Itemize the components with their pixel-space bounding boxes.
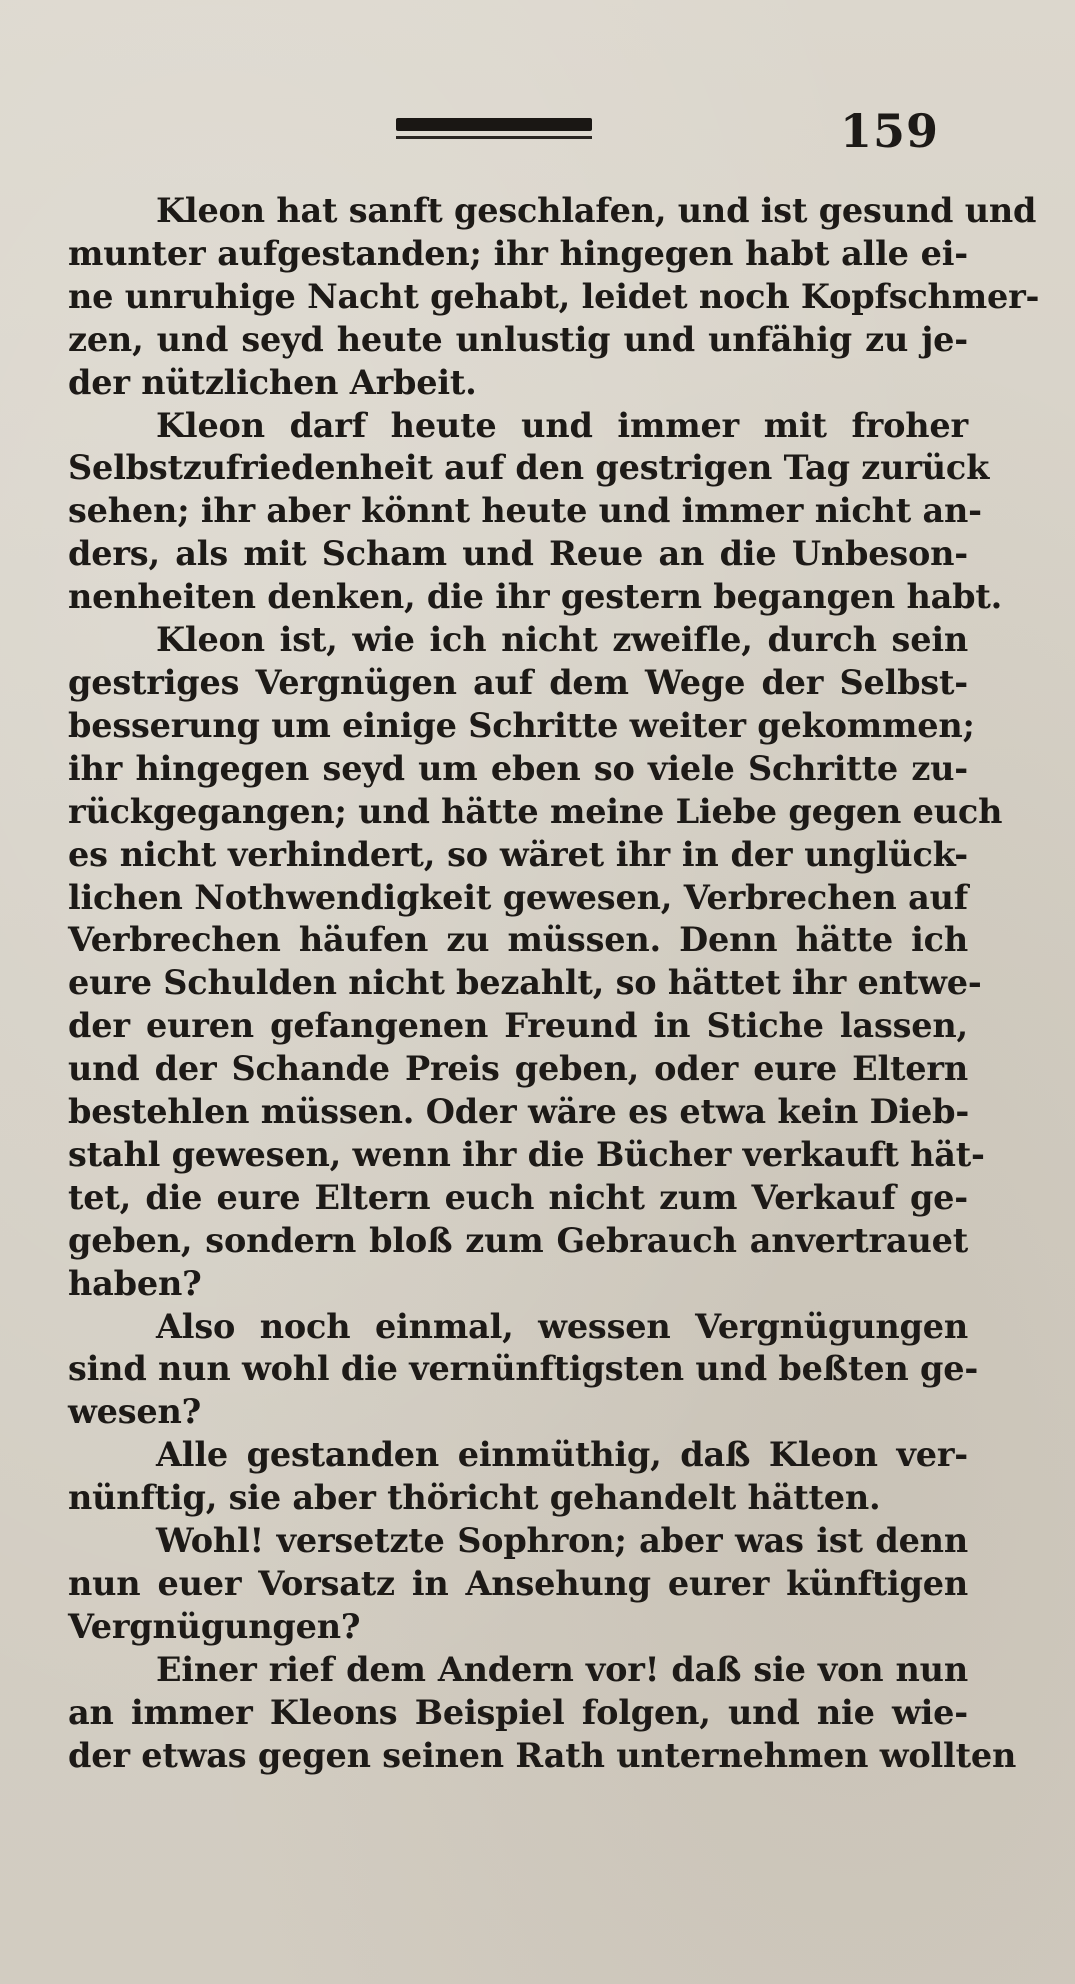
header-ornament-rule (396, 118, 592, 144)
text-line: munter aufgestanden; ihr hingegen habt alle ei- (68, 233, 968, 273)
text-line: sind nun wohl die vernünftigsten und beßten ge- (68, 1349, 979, 1389)
text-line: sehen; ihr aber könnt heute und immer nicht an- (68, 491, 982, 531)
text-line: der etwas gegen seinen Rath unternehmen wollten (68, 1735, 1017, 1775)
text-line: wesen? (68, 1392, 202, 1432)
text-line: tet, die eure Eltern euch nicht zum Verkauf ge- (68, 1177, 968, 1217)
text-line: nenheiten denken, die ihr gestern begangen habt. (68, 577, 1003, 617)
text-line: Kleon hat sanft geschlafen, und ist gesund und (156, 191, 1037, 230)
text-line: Selbstzufriedenheit auf den gestrigen Tag zurück (68, 448, 990, 488)
text-line: es nicht verhindert, so wäret ihr in der unglück- (68, 834, 968, 874)
body-text (68, 190, 1040, 1778)
text-line: eure Schulden nicht bezahlt, so hättet ihr entwe- (68, 963, 982, 1003)
text-line: rückgegangen; und hätte meine Liebe gegen euch (68, 791, 1003, 831)
text-line: geben, sondern bloß zum Gebrauch anvertrauet (68, 1220, 968, 1260)
text-line: lichen Nothwendigkeit gewesen, Verbrechen auf (68, 877, 968, 917)
text-line: und der Schande Preis geben, oder eure Eltern (68, 1049, 968, 1089)
text-line: ders, als mit Scham und Reue an die Unbeson- (68, 534, 968, 574)
text-line: bestehlen müssen. Oder wäre es etwa kein Dieb- (68, 1092, 970, 1132)
text-line: Kleon ist, wie ich nicht zweifle, durch sein (156, 620, 968, 660)
text-line: Vergnügungen? (68, 1606, 361, 1646)
text-line: der nützlichen Arbeit. (68, 362, 477, 402)
header-rule-thin (396, 136, 592, 139)
text-line: der euren gefangenen Freund in Stiche lassen, (68, 1006, 968, 1046)
text-line: an immer Kleons Beispiel folgen, und nie wie- (68, 1692, 968, 1732)
text-line: ne unruhige Nacht gehabt, leidet noch Kopfschmer- (68, 276, 1040, 316)
text-line: nünftig, sie aber thöricht gehandelt hätten. (68, 1478, 881, 1518)
page-number: 159 (840, 104, 940, 158)
text-line: stahl gewesen, wenn ihr die Bücher verkauft hät- (68, 1134, 985, 1174)
text-line: Einer rief dem Andern vor! daß sie von nun (156, 1649, 968, 1689)
text-line: Wohl! versetzte Sophron; aber was ist denn (156, 1521, 968, 1561)
text-line: gestriges Vergnügen auf dem Wege der Selbst- (68, 662, 968, 702)
text-line: Kleon darf heute und immer mit froher (156, 405, 968, 445)
text-line: Alle gestanden einmüthig, daß Kleon ver- (156, 1435, 968, 1475)
text-line: ihr hingegen seyd um eben so viele Schritte zu- (68, 748, 968, 788)
text-line: besserung um einige Schritte weiter gekommen; (68, 705, 975, 745)
text-line: haben? (68, 1263, 202, 1303)
text-line: Also noch einmal, wessen Vergnügungen (156, 1306, 968, 1346)
text-line: zen, und seyd heute unlustig und unfähig zu je- (68, 319, 968, 359)
text-line: Verbrechen häufen zu müssen. Denn hätte ich (68, 920, 968, 960)
header-rule-thick (396, 118, 592, 131)
text-line: nun euer Vorsatz in Ansehung eurer künftigen (68, 1564, 968, 1603)
